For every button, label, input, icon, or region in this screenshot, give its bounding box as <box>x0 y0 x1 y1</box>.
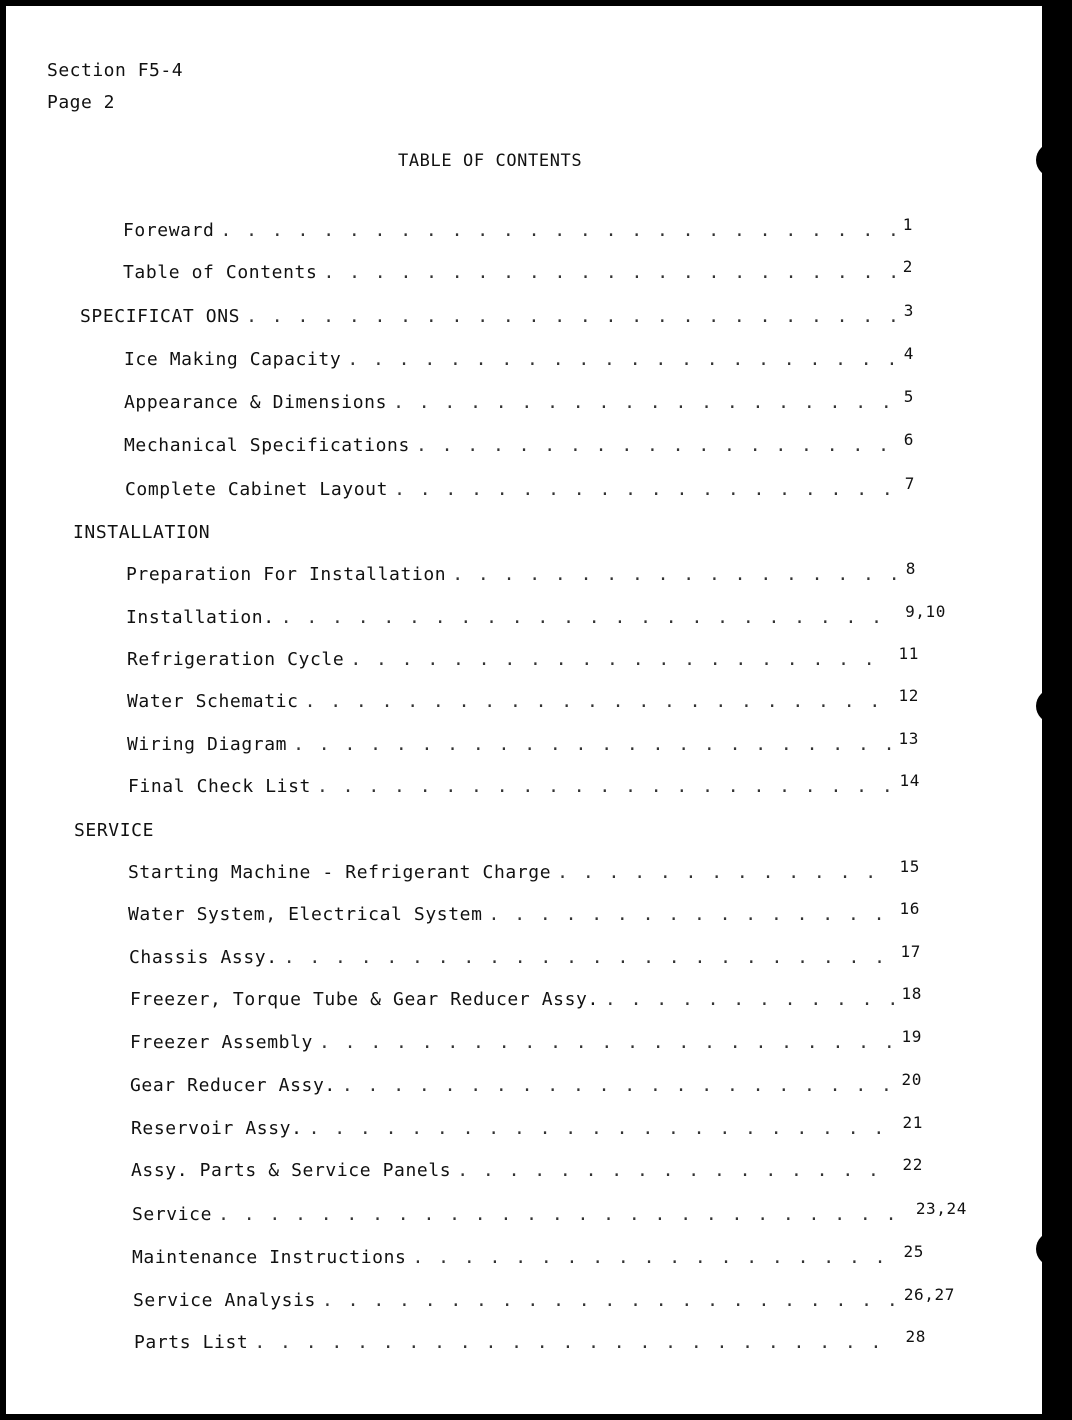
toc-entry-label: Refrigeration Cycle <box>127 649 345 670</box>
toc-entry-page: 8 <box>905 559 916 578</box>
toc-entry-page: 11 <box>898 644 919 663</box>
toc-entry-page: 6 <box>903 430 914 449</box>
leader-dots <box>457 1160 896 1181</box>
toc-entry-page: 21 <box>902 1113 923 1132</box>
toc-entry-page: 2 <box>902 257 913 276</box>
toc-entry-maintenance-instructions <box>132 1242 924 1268</box>
leader-dots <box>342 1075 896 1096</box>
leader-dots <box>393 392 898 413</box>
leader-dots <box>221 220 897 241</box>
page-title: TABLE OF CONTENTS <box>398 151 583 171</box>
toc-entry-label: SPECIFICAT ONS <box>80 306 241 327</box>
table-of-contents <box>6 6 1042 1414</box>
toc-entry-page: 26,27 <box>903 1285 955 1304</box>
leader-dots <box>416 435 898 456</box>
toc-entry-label: Final Check List <box>128 776 311 797</box>
toc-entry-page: 28 <box>905 1327 926 1346</box>
toc-entry-foreward <box>123 215 913 241</box>
toc-entry-page: 5 <box>903 387 914 406</box>
toc-entry-wiring-diagram <box>127 729 919 755</box>
toc-entry-page: 14 <box>899 771 920 790</box>
leader-dots <box>246 306 898 327</box>
toc-entry-label: Wiring Diagram <box>127 734 288 755</box>
toc-entry-label: Chassis Assy. <box>129 947 278 968</box>
toc-entry-service <box>132 1199 967 1225</box>
leader-dots <box>218 1204 910 1225</box>
leader-dots <box>322 1290 898 1311</box>
leader-dots <box>347 349 897 370</box>
toc-entry-label: Freezer Assembly <box>130 1032 313 1053</box>
toc-entry-page: 13 <box>898 729 919 748</box>
leader-dots <box>309 1118 897 1139</box>
toc-entry-freezer-torque-tube <box>130 984 922 1010</box>
toc-entry-parts-list <box>134 1327 926 1353</box>
toc-entry-label: Ice Making Capacity <box>124 349 342 370</box>
leader-dots <box>319 1032 896 1053</box>
toc-entry-starting-machine <box>128 857 920 883</box>
leader-dots <box>323 262 896 283</box>
toc-entry-label: Service <box>132 1204 213 1225</box>
toc-entry-final-check-list <box>128 771 920 797</box>
toc-entry-page: 7 <box>904 474 915 493</box>
leader-dots <box>394 479 899 500</box>
toc-entry-label: Service Analysis <box>133 1290 316 1311</box>
leader-dots <box>284 947 895 968</box>
toc-entry-label: Foreward <box>123 220 215 241</box>
toc-entry-preparation-for-installation <box>126 559 916 585</box>
toc-entry-water-schematic <box>127 686 919 712</box>
toc-entry-service-analysis <box>133 1285 955 1311</box>
leader-dots <box>413 1247 898 1268</box>
toc-entry-page: 23,24 <box>915 1199 967 1218</box>
toc-entry-mechanical-specifications <box>124 430 914 456</box>
toc-entry-page: 25 <box>903 1242 924 1261</box>
leader-dots <box>293 734 892 755</box>
section-heading-service: SERVICE <box>74 820 155 841</box>
toc-entry-page: 18 <box>901 984 922 1003</box>
toc-entry-appearance-dimensions <box>124 387 914 413</box>
toc-entry-label: Mechanical Specifications <box>124 435 410 456</box>
toc-entry-reservoir-assy <box>131 1113 923 1139</box>
toc-entry-label: Water Schematic <box>127 691 299 712</box>
leader-dots <box>605 989 896 1010</box>
toc-entry-label: Water System, Electrical System <box>128 904 483 925</box>
toc-entry-label: Starting Machine - Refrigerant Charge <box>128 862 552 883</box>
toc-entry-ice-making-capacity <box>124 344 914 370</box>
toc-entry-assy-parts-service-panels <box>131 1155 923 1181</box>
toc-entry-label: Assy. Parts & Service Panels <box>131 1160 452 1181</box>
toc-entry-page: 9,10 <box>905 602 946 621</box>
toc-entry-page: 16 <box>899 899 920 918</box>
leader-dots <box>317 776 894 797</box>
toc-entry-gear-reducer-assy <box>130 1070 922 1096</box>
toc-entry-label: Maintenance Instructions <box>132 1247 407 1268</box>
toc-entry-label: Appearance & Dimensions <box>124 392 388 413</box>
toc-entry-page: 22 <box>902 1155 923 1174</box>
toc-entry-label: Freezer, Torque Tube & Gear Reducer Assy. <box>130 989 599 1010</box>
leader-dots <box>452 564 900 585</box>
toc-entry-label: Parts List <box>134 1332 249 1353</box>
toc-entry-page: 20 <box>901 1070 922 1089</box>
toc-entry-specifications <box>80 301 914 327</box>
toc-entry-label: Gear Reducer Assy. <box>130 1075 336 1096</box>
toc-entry-label: Table of Contents <box>123 262 318 283</box>
toc-entry-table-of-contents <box>123 257 913 283</box>
toc-entry-page: 1 <box>902 215 913 234</box>
page-number: Page 2 <box>47 92 116 113</box>
section-heading-installation: INSTALLATION <box>73 522 211 543</box>
toc-entry-label: Complete Cabinet Layout <box>125 479 389 500</box>
toc-entry-installation <box>126 602 946 628</box>
toc-entry-page: 12 <box>898 686 919 705</box>
toc-entry-label: Reservoir Assy. <box>131 1118 303 1139</box>
document-page <box>6 6 1042 1414</box>
leader-dots <box>305 691 893 712</box>
leader-dots <box>557 862 893 883</box>
toc-entry-page: 4 <box>903 344 914 363</box>
leader-dots <box>281 607 899 628</box>
toc-entry-label: Preparation For Installation <box>126 564 447 585</box>
leader-dots <box>350 649 892 670</box>
toc-entry-page: 19 <box>901 1027 922 1046</box>
toc-entry-freezer-assembly <box>130 1027 922 1053</box>
toc-entry-complete-cabinet-layout <box>125 474 915 500</box>
leader-dots <box>254 1332 899 1353</box>
toc-entry-page: 15 <box>899 857 920 876</box>
section-number: Section F5-4 <box>47 60 184 81</box>
leader-dots <box>489 904 894 925</box>
toc-entry-page: 3 <box>903 301 914 320</box>
toc-entry-page: 17 <box>900 942 921 961</box>
toc-entry-label: Installation. <box>126 607 275 628</box>
toc-entry-water-electrical-system <box>128 899 920 925</box>
toc-entry-chassis-assy <box>129 942 921 968</box>
toc-entry-refrigeration-cycle <box>127 644 919 670</box>
